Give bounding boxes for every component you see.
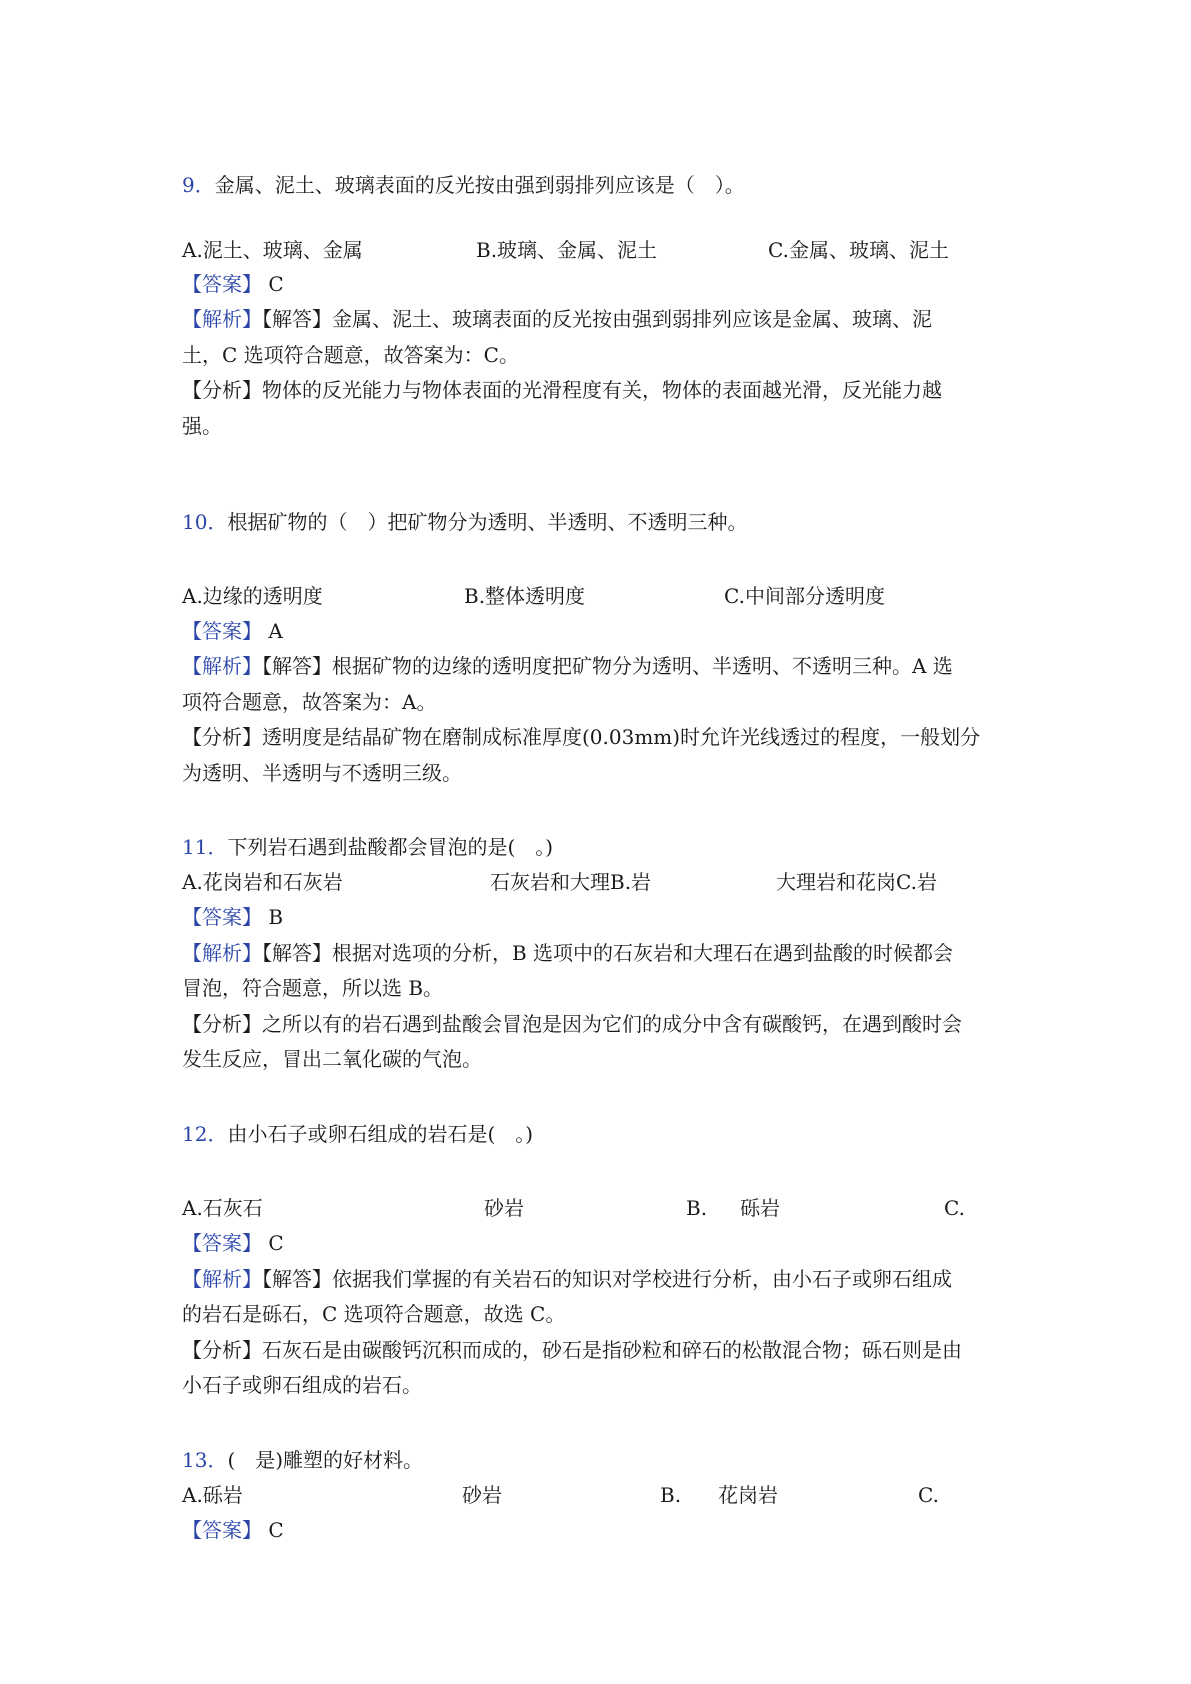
option-a: A.花岗岩和石灰岩	[182, 870, 343, 894]
analysis-tag: 【解析】	[182, 941, 262, 965]
option-c: C.中间部分透明度	[724, 584, 885, 608]
option-a: A.泥土、玻璃、金属	[182, 238, 363, 262]
option-c: 大理岩和花岗C.岩	[776, 870, 937, 894]
question-number: 9．	[182, 173, 215, 197]
analysis-text-continued: 冒泡，符合题意，所以选 B。	[182, 976, 444, 1000]
fenxi-text: 【分析】透明度是结晶矿物在磨制成标准厚度(0.03mm)时允许光线透过的程度，一般划分	[182, 725, 981, 749]
option-c: C.	[944, 1196, 965, 1220]
analysis-text-continued: 项符合题意，故答案为：A。	[182, 690, 437, 714]
option-b: B.	[660, 1483, 682, 1507]
option-a: A.边缘的透明度	[182, 584, 323, 608]
option-c: C.金属、玻璃、泥土	[768, 238, 949, 262]
option-b: B.	[686, 1196, 708, 1220]
answer-tag: 【答案】	[182, 1518, 262, 1542]
option-a: A.石灰石	[182, 1196, 263, 1220]
option-text: 砂岩	[462, 1483, 502, 1507]
analysis-text: 【解答】依据我们掌握的有关岩石的知识对学校进行分析，由小石子或卵石组成	[262, 1267, 952, 1291]
fenxi-text-continued: 发生反应，冒出二氧化碳的气泡。	[182, 1047, 482, 1071]
option-b: 石灰岩和大理B.岩	[490, 870, 652, 894]
option-c: C.	[918, 1483, 939, 1507]
question-10-stem	[182, 508, 747, 536]
analysis-line	[182, 939, 953, 967]
answer-line	[182, 617, 283, 645]
fenxi-text-continued: 小石子或卵石组成的岩石。	[182, 1373, 422, 1397]
analysis-tag: 【解析】	[182, 307, 262, 331]
option-a: A.砾岩	[182, 1483, 243, 1507]
question-number: 13．	[182, 1448, 228, 1472]
option-text: 砾岩	[740, 1196, 780, 1220]
analysis-text: 【解答】金属、泥土、玻璃表面的反光按由强到弱排列应该是金属、玻璃、泥	[262, 307, 932, 331]
analysis-tag: 【解析】	[182, 1267, 262, 1291]
option-b: B.玻璃、金属、泥土	[476, 238, 658, 262]
question-9-stem	[182, 171, 745, 199]
analysis-text: 【解答】根据矿物的边缘的透明度把矿物分为透明、半透明、不透明三种。A 选	[262, 654, 953, 678]
analysis-text: 【解答】根据对选项的分析，B 选项中的石灰岩和大理石在遇到盐酸的时候都会	[262, 941, 954, 965]
analysis-tag: 【解析】	[182, 654, 262, 678]
answer-value: B	[262, 905, 284, 929]
question-text: 由小石子或卵石组成的岩石是( 。)	[227, 1122, 534, 1146]
answer-value: A	[262, 619, 283, 643]
analysis-text-continued: 的岩石是砾石，C 选项符合题意，故选 C。	[182, 1302, 566, 1326]
fenxi-text-continued: 为透明、半透明与不透明三级。	[182, 761, 462, 785]
analysis-line	[182, 652, 953, 680]
answer-line	[182, 270, 284, 298]
question-text: 根据矿物的（ ）把矿物分为透明、半透明、不透明三种。	[227, 510, 748, 534]
question-text: 下列岩石遇到盐酸都会冒泡的是( 。)	[227, 835, 554, 859]
question-number: 11．	[182, 835, 228, 859]
option-text: 砂岩	[484, 1196, 524, 1220]
answer-line	[182, 903, 283, 931]
question-text: ( 是)雕塑的好材料。	[227, 1448, 424, 1472]
answer-line	[182, 1516, 284, 1544]
question-11-stem	[182, 833, 553, 861]
fenxi-text: 【分析】之所以有的岩石遇到盐酸会冒泡是因为它们的成分中含有碳酸钙，在遇到酸时会	[182, 1012, 962, 1036]
answer-tag: 【答案】	[182, 905, 262, 929]
answer-value: C	[262, 1231, 284, 1255]
answer-tag: 【答案】	[182, 619, 262, 643]
answer-line	[182, 1229, 284, 1257]
question-text: 金属、泥土、玻璃表面的反光按由强到弱排列应该是（ ）。	[214, 173, 745, 197]
fenxi-text: 【分析】石灰石是由碳酸钙沉积而成的，砂石是指砂粒和碎石的松散混合物；砾石则是由	[182, 1338, 962, 1362]
question-number: 10．	[182, 510, 228, 534]
question-13-stem	[182, 1446, 423, 1474]
answer-value: C	[262, 272, 284, 296]
analysis-text-continued: 土，C 选项符合题意，故答案为：C。	[182, 343, 519, 367]
answer-tag: 【答案】	[182, 1231, 262, 1255]
answer-value: C	[262, 1518, 284, 1542]
analysis-line	[182, 305, 932, 333]
fenxi-text: 【分析】物体的反光能力与物体表面的光滑程度有关，物体的表面越光滑，反光能力越	[182, 378, 942, 402]
answer-tag: 【答案】	[182, 272, 262, 296]
analysis-line	[182, 1265, 952, 1293]
option-text: 花岗岩	[718, 1483, 778, 1507]
fenxi-text-continued: 强。	[182, 414, 222, 438]
question-12-stem	[182, 1120, 533, 1148]
option-b: B.整体透明度	[464, 584, 586, 608]
question-number: 12．	[182, 1122, 228, 1146]
